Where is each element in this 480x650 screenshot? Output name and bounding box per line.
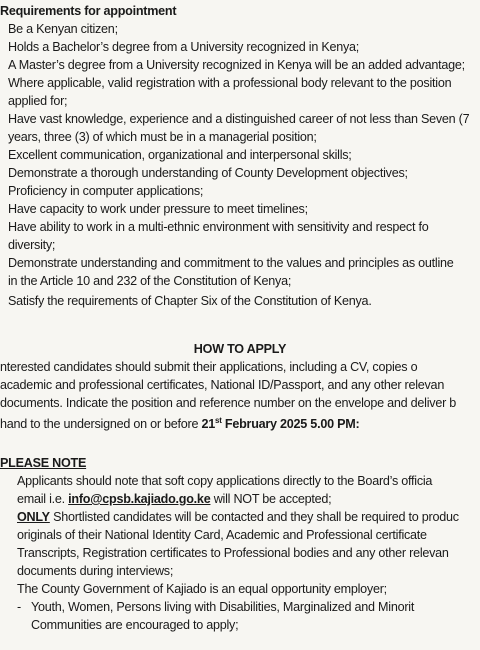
note-text: will NOT be accepted; (210, 492, 332, 506)
requirement-line: diversity; (8, 238, 56, 252)
email-link[interactable]: info@cpsb.kajiado.go.ke (68, 492, 211, 506)
note-line: originals of their National Identity Card, Academic and Professional certificate (17, 528, 427, 542)
requirement-line: Demonstrate a thorough understanding of County Development objectives; (8, 166, 408, 180)
how-to-apply-heading: HOW TO APPLY (193, 342, 287, 356)
note-line: Transcripts, Registration certificates to Professional bodies and any other relevan (17, 546, 449, 560)
note-line: Applicants should note that soft copy applications directly to the Board’s officia (17, 474, 433, 488)
note-text: Shortlisted candidates will be contacted and they shall be required to produc (49, 510, 459, 524)
note-line: documents during interviews; (17, 564, 174, 578)
apply-line (0, 412, 359, 433)
requirement-line: Satisfy the requirements of Chapter Six of the Constitution of Kenya. (8, 294, 372, 308)
apply-line: documents. Indicate the position and reference number on the envelope and deliver b (0, 396, 457, 410)
note-line: Youth, Women, Persons living with Disabilities, Marginalized and Minorit (31, 600, 415, 614)
requirement-line: Have ability to work in a multi-ethnic environment with sensitivity and respect fo (8, 220, 429, 234)
requirement-line: Where applicable, valid registration with a professional body relevant to the position (8, 76, 452, 90)
deadline (202, 417, 360, 431)
apply-line-text: hand to the undersigned on or before (0, 417, 202, 432)
requirement-line: in the Article 10 and 232 of the Constitution of Kenya; (8, 274, 292, 288)
note-line (17, 508, 459, 526)
requirement-line: A Master’s degree from a University recognized in Kenya will be an added advantage; (8, 58, 465, 72)
note-line: The County Government of Kajiado is an equal opportunity employer; (17, 582, 387, 596)
apply-line: academic and professional certificates, National ID/Passport, and any other relevan (0, 378, 445, 392)
only-label: ONLY (17, 510, 50, 524)
deadline-day: 21 (201, 417, 216, 432)
requirement-line: applied for; (8, 94, 68, 108)
requirement-line: Proficiency in computer applications; (8, 184, 204, 198)
deadline-rest: February 2025 5.00 PM: (221, 417, 360, 432)
requirement-line: Excellent communication, organizational and interpersonal skills; (8, 148, 352, 162)
note-text: email i.e. (17, 492, 69, 506)
deadline-suffix: st (215, 416, 222, 425)
note-line: Communities are encouraged to apply; (31, 618, 239, 632)
apply-line: nterested candidates should submit their applications, including a CV, copies o (0, 360, 418, 374)
requirement-line: years, three (3) of which must be in a managerial position; (8, 130, 317, 144)
requirement-line: Be a Kenyan citizen; (8, 22, 118, 36)
note-dash: - (17, 600, 21, 614)
please-note-heading: PLEASE NOTE (0, 456, 87, 470)
requirement-line: Have capacity to work under pressure to meet timelines; (8, 202, 308, 216)
requirement-line: Holds a Bachelor’s degree from a University recognized in Kenya; (8, 40, 360, 54)
requirement-line: Have vast knowledge, experience and a distinguished career of not less than Seven (7 (8, 112, 470, 126)
requirement-line: Demonstrate understanding and commitment to the values and principles as outline (8, 256, 454, 270)
note-line (17, 490, 331, 508)
requirements-heading: Requirements for appointment (0, 4, 177, 18)
